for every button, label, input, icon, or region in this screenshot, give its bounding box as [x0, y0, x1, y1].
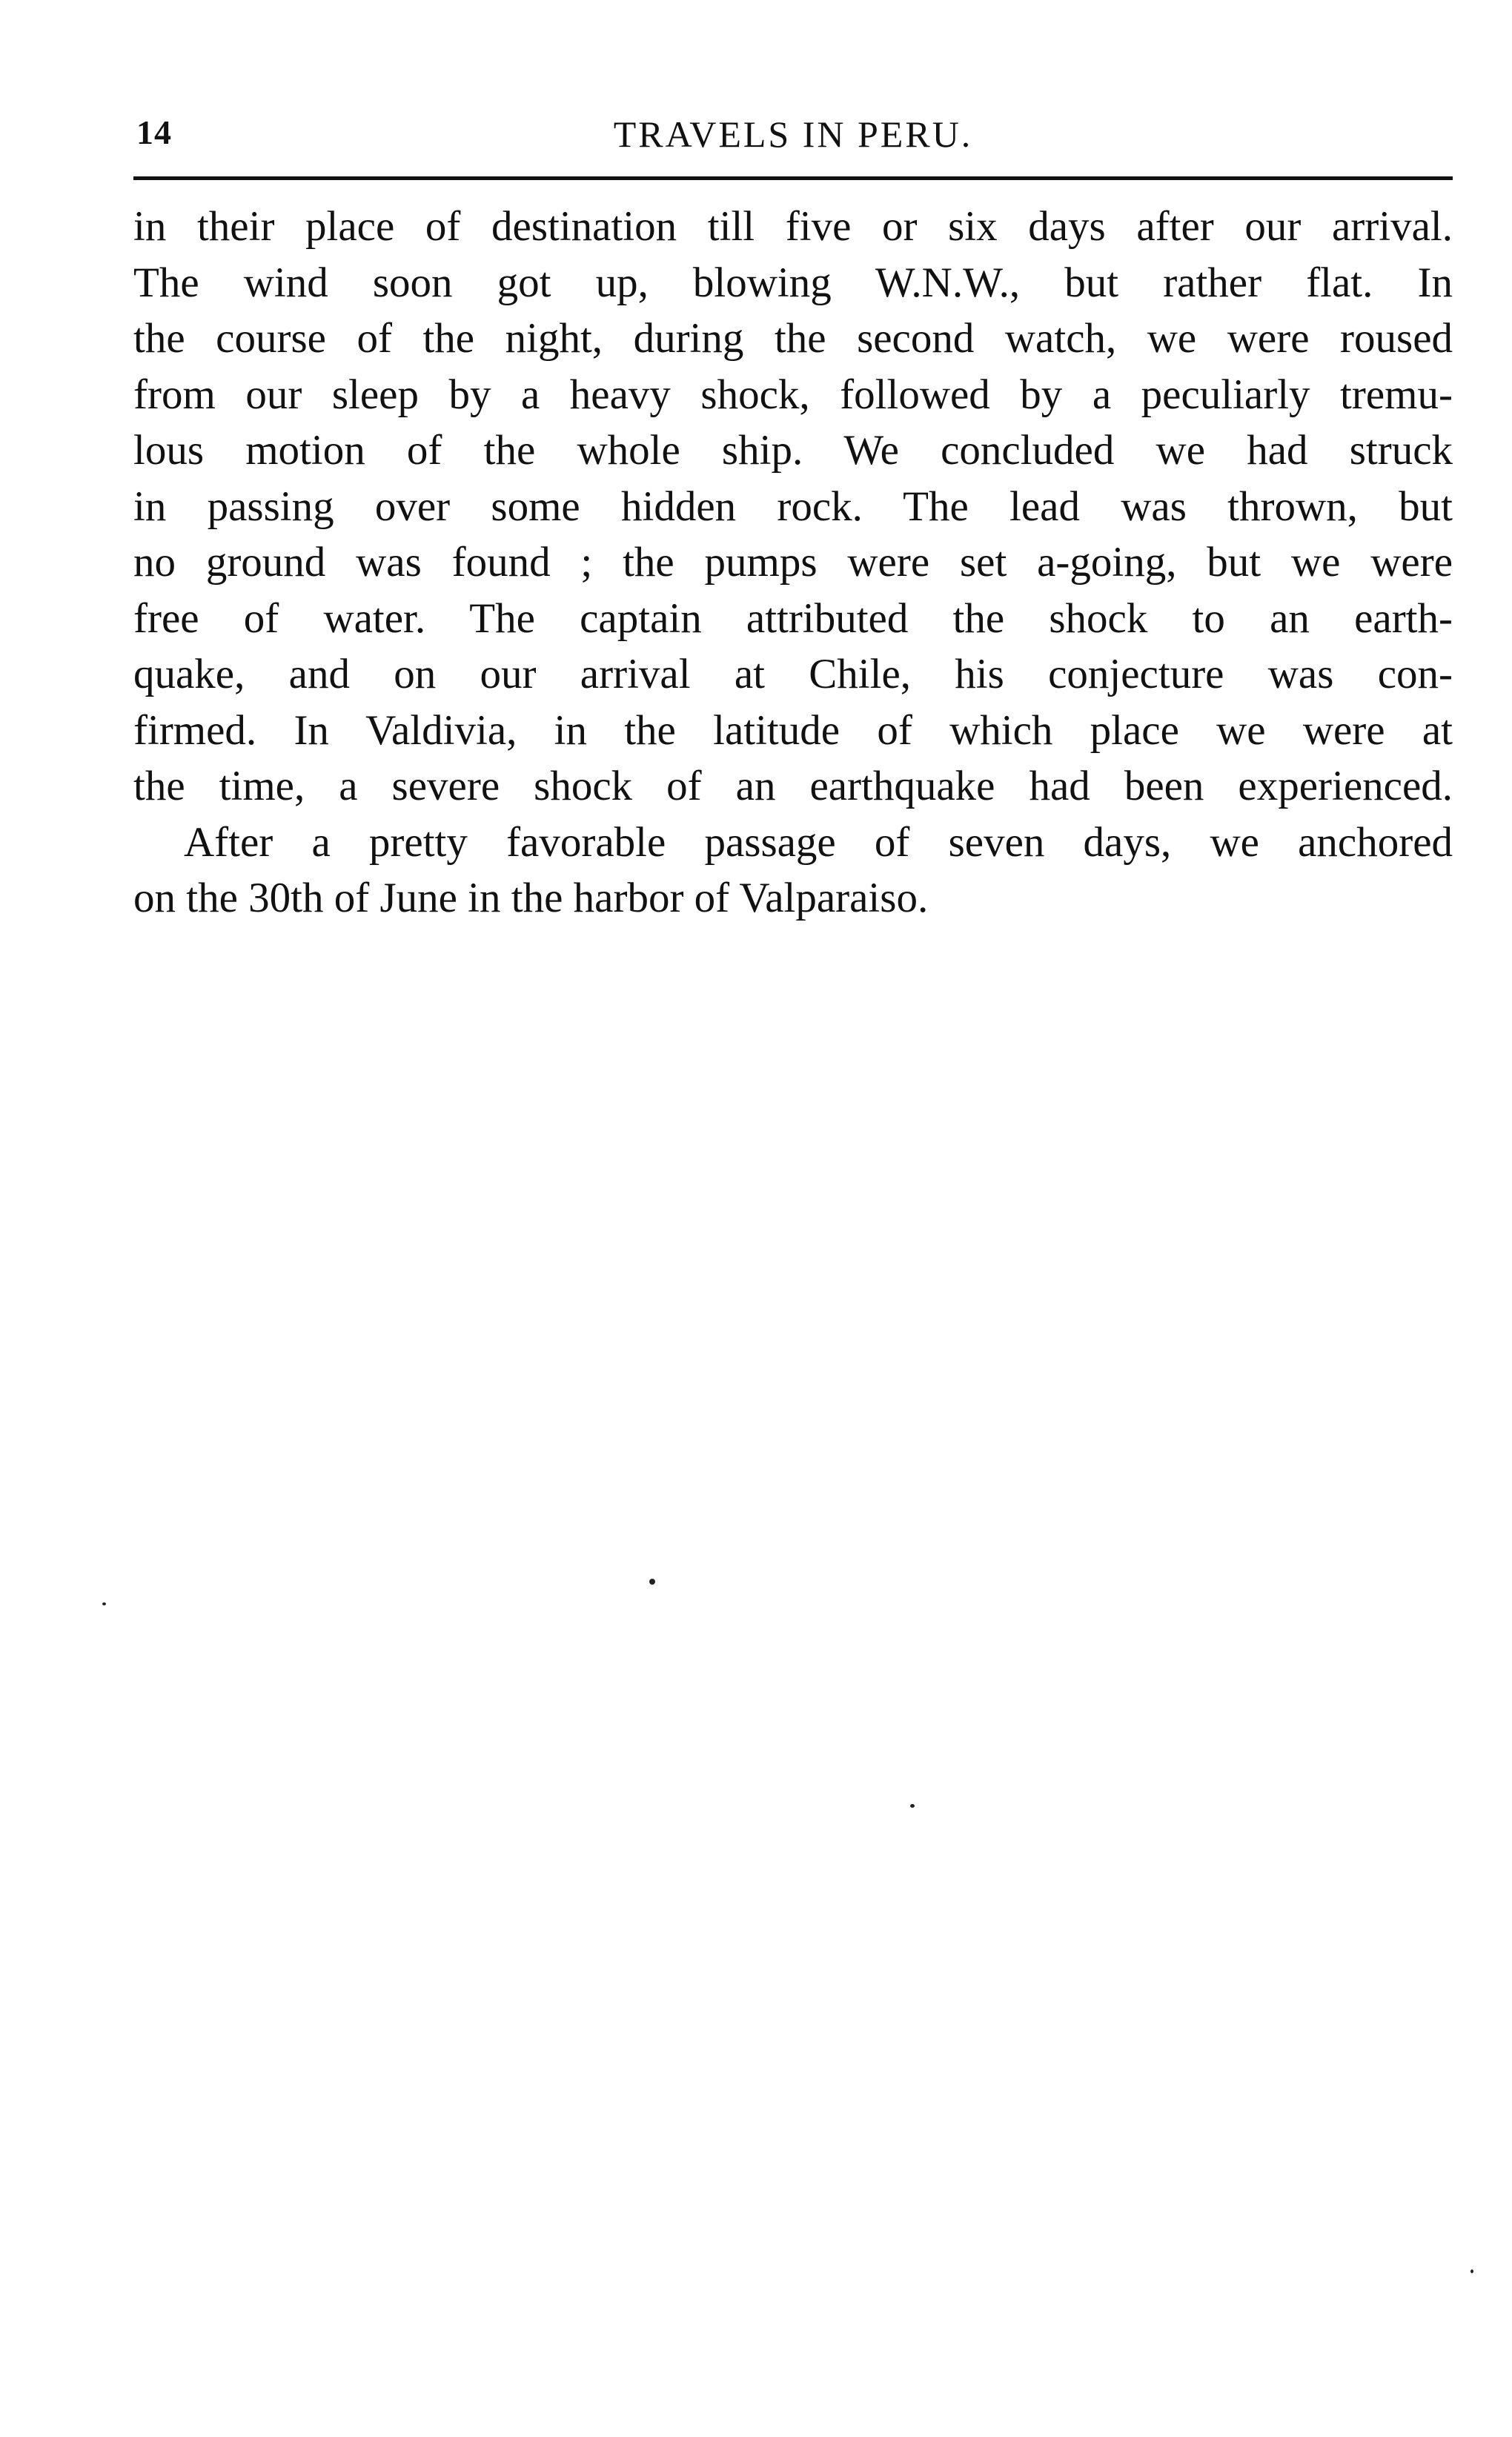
text-line: quake, and on our arrival at Chile, his conjecture was con-: [133, 651, 1453, 697]
text-line: The wind soon got up, blowing W.N.W., but rather flat. In: [133, 259, 1453, 306]
page-number: 14: [136, 113, 172, 151]
text-line: free of water. The captain attributed the shock to an earth-: [133, 594, 1453, 642]
text-line: lous motion of the whole ship. We concluded we had struck: [133, 427, 1453, 474]
scan-speck: [910, 1804, 915, 1808]
header-rule: [133, 176, 1453, 180]
text-line: the course of the night, during the second watch, we were roused: [133, 315, 1453, 362]
scan-speck: [1470, 2269, 1473, 2273]
scan-speck: [649, 1579, 655, 1585]
paragraph-2: [133, 815, 1453, 926]
text-line: After a pretty favorable passage of seven days, we anchored: [184, 818, 1453, 866]
text-line: no ground was found ; the pumps were set a-going, but we were: [133, 539, 1453, 586]
scan-speck: [102, 1602, 106, 1605]
body-text: [133, 199, 1453, 926]
page-header: [133, 110, 1453, 162]
text-line: the time, a severe shock of an earthquake had been experienced.: [133, 763, 1453, 809]
text-line: in passing over some hidden rock. The lead was thrown, but: [133, 483, 1453, 530]
text-line: firmed. In Valdivia, in the latitude of which place we were at: [133, 706, 1453, 754]
text-line: from our sleep by a heavy shock, followed by a peculiarly tremu-: [133, 371, 1453, 418]
paragraph-1: [133, 199, 1453, 815]
text-line: in their place of destination till five or six days after our arrival.: [133, 203, 1453, 250]
running-head: TRAVELS IN PERU.: [613, 113, 973, 155]
text-line: on the 30th of June in the harbor of Valparaiso.: [133, 875, 929, 921]
